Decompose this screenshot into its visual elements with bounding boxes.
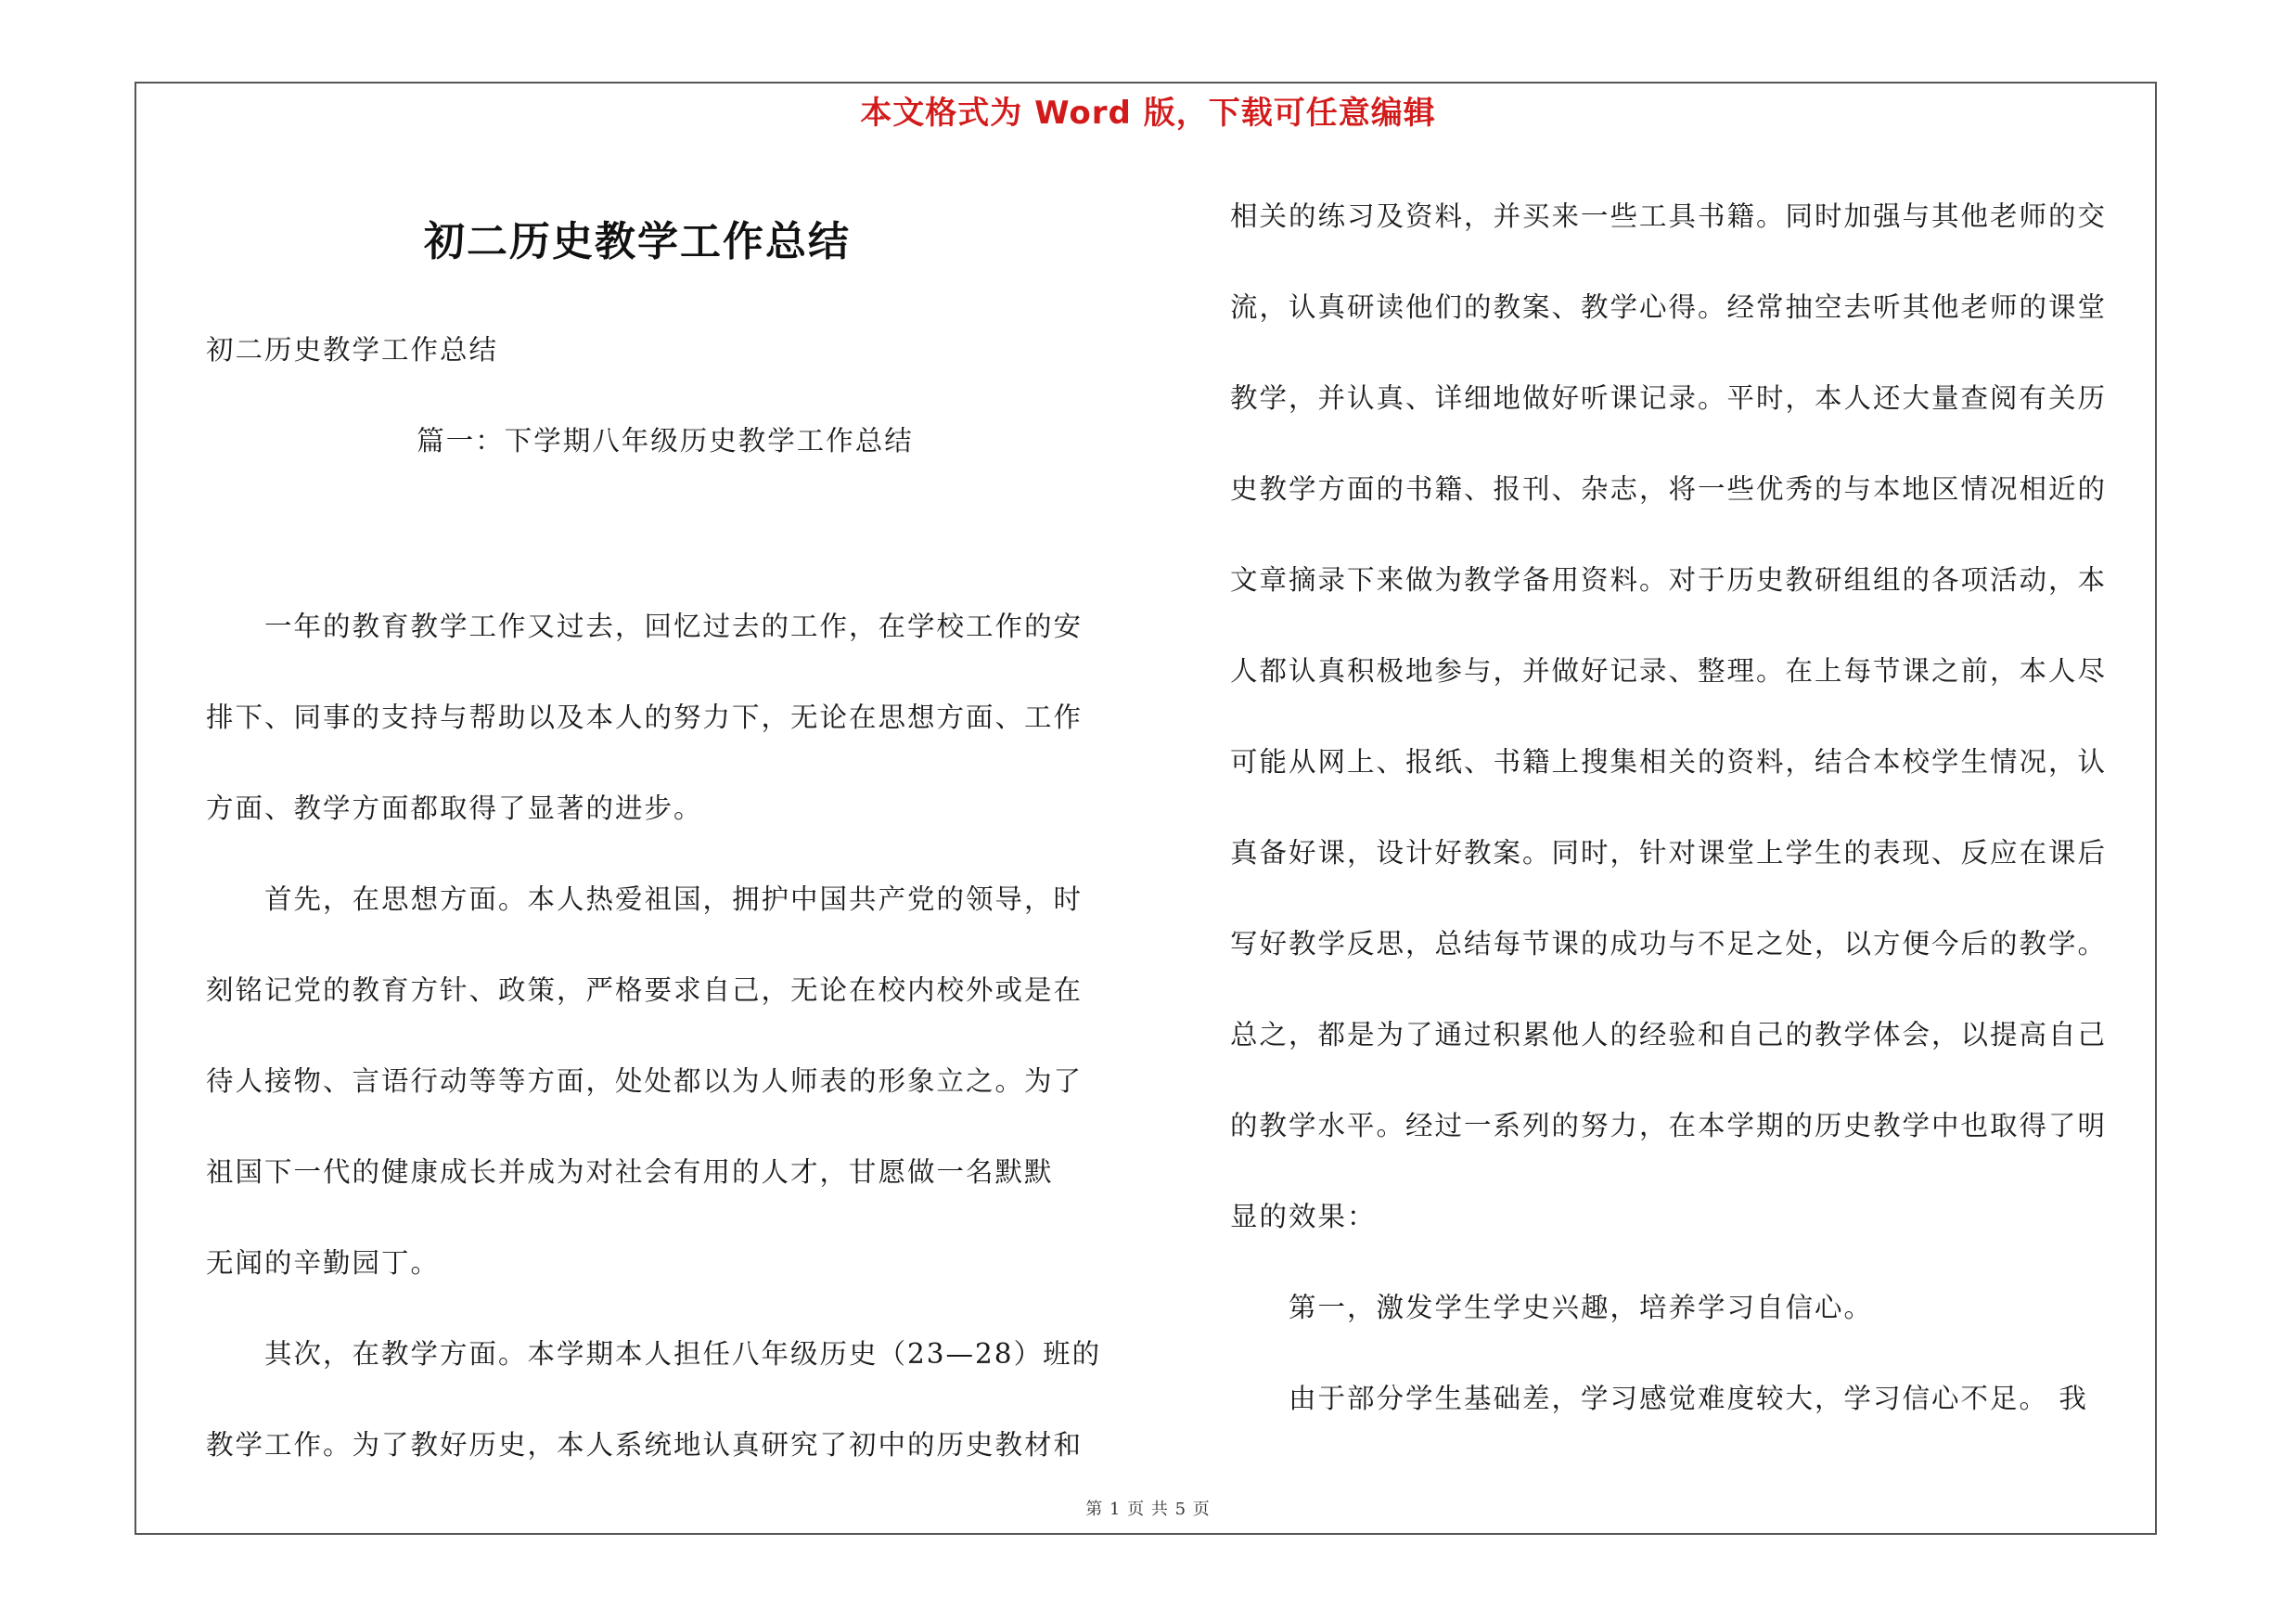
paragraph-line: 无闻的辛勤园丁。 bbox=[206, 1247, 441, 1279]
document-title: 初二历史教学工作总结 bbox=[424, 218, 851, 265]
document-subtitle: 初二历史教学工作总结 bbox=[206, 334, 499, 366]
paragraph-line: 教学，并认真、详细地做好听课记录。平时，本人还大量查阅有关历 bbox=[1230, 382, 2108, 414]
paragraph-line: 教学工作。为了教好历史，本人系统地认真研究了初中的历史教材和 bbox=[206, 1429, 1084, 1461]
paragraph-line: 祖国下一代的健康成长并成为对社会有用的人才，甘愿做一名默默 bbox=[206, 1156, 1054, 1188]
paragraph-line: 由于部分学生基础差，学习感觉难度较大，学习信心不足。 我 bbox=[1230, 1383, 2088, 1414]
paragraph-line: 真备好课，设计好教案。同时，针对课堂上学生的表现、反应在课后 bbox=[1230, 837, 2108, 869]
word-format-banner: 本文格式为 Word 版，下载可任意编辑 bbox=[860, 95, 1436, 132]
paragraph-line: 刻铭记党的教育方针、政策，严格要求自己，无论在校内校外或是在 bbox=[206, 974, 1084, 1006]
paragraph-line: 史教学方面的书籍、报刊、杂志，将一些优秀的与本地区情况相近的 bbox=[1230, 473, 2108, 505]
paragraph-line: 排下、同事的支持与帮助以及本人的努力下，无论在思想方面、工作 bbox=[206, 702, 1084, 733]
paragraph-line: 的教学水平。经过一系列的努力，在本学期的历史教学中也取得了明 bbox=[1230, 1110, 2108, 1141]
paragraph-line: 人都认真积极地参与，并做好记录、整理。在上每节课之前，本人尽 bbox=[1230, 655, 2108, 687]
paragraph-line: 其次，在教学方面。本学期本人担任八年级历史（23—28）班的 bbox=[206, 1338, 1102, 1370]
paragraph-line: 写好教学反思，总结每节课的成功与不足之处，以方便今后的教学。 bbox=[1230, 928, 2108, 960]
paragraph-line: 相关的练习及资料，并买来一些工具书籍。同时加强与其他老师的交 bbox=[1230, 200, 2108, 232]
page-number-footer: 第 1 页 共 5 页 bbox=[1085, 1500, 1211, 1519]
section-heading: 篇一：下学期八年级历史教学工作总结 bbox=[417, 425, 914, 457]
paragraph-line: 可能从网上、报纸、书籍上搜集相关的资料，结合本校学生情况，认 bbox=[1230, 746, 2108, 778]
paragraph-line: 待人接物、言语行动等等方面，处处都以为人师表的形象立之。为了 bbox=[206, 1065, 1084, 1097]
paragraph-line: 第一，激发学生学史兴趣，培养学习自信心。 bbox=[1230, 1292, 1874, 1323]
paragraph-line: 首先，在思想方面。本人热爱祖国，拥护中国共产党的领导，时 bbox=[206, 883, 1084, 915]
paragraph-line: 文章摘录下来做为教学备用资料。对于历史教研组组的各项活动，本 bbox=[1230, 564, 2108, 596]
paragraph-line: 方面、教学方面都取得了显著的进步。 bbox=[206, 792, 703, 824]
paragraph-line: 一年的教育教学工作又过去，回忆过去的工作，在学校工作的安 bbox=[206, 611, 1084, 642]
paragraph-line: 总之，都是为了通过积累他人的经验和自己的教学体会，以提高自己 bbox=[1230, 1019, 2108, 1050]
paragraph-line: 流，认真研读他们的教案、教学心得。经常抽空去听其他老师的课堂 bbox=[1230, 291, 2108, 323]
paragraph-line: 显的效果： bbox=[1230, 1201, 1377, 1232]
